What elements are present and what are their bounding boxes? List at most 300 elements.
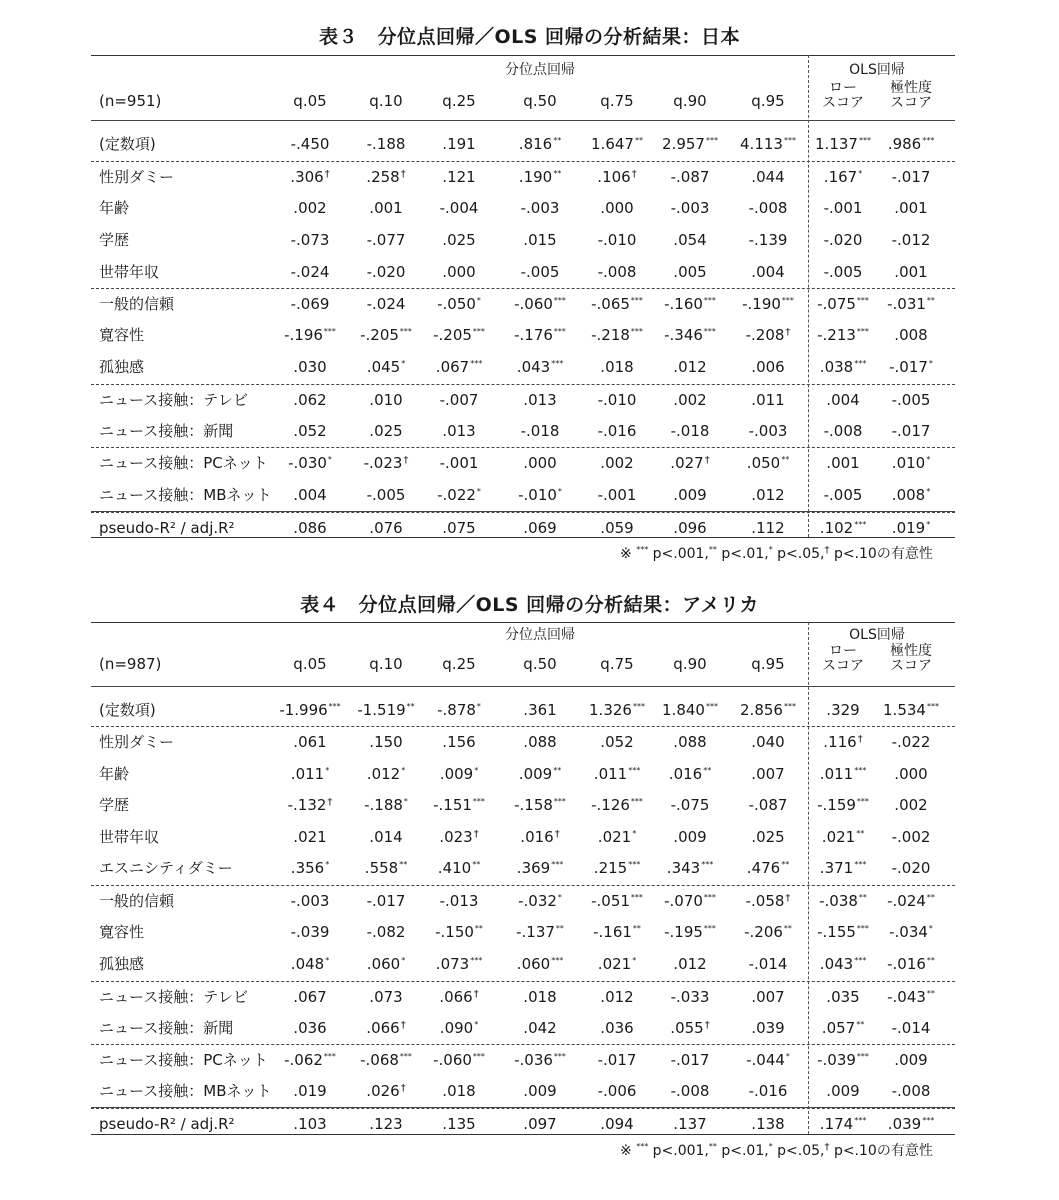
row-label: 年齢 xyxy=(99,765,130,783)
table-cell xyxy=(275,170,345,185)
table-cell xyxy=(275,265,345,280)
cell-value: -.176 xyxy=(514,326,553,344)
group-separator xyxy=(91,885,955,886)
cell-value: .000 xyxy=(523,454,557,472)
significance-mark: *** xyxy=(472,1052,485,1061)
table-cell xyxy=(655,990,725,1005)
table-cell xyxy=(275,488,345,503)
table-cell xyxy=(655,1053,725,1068)
group-separator xyxy=(91,288,955,289)
cell-value: -.218 xyxy=(591,326,630,344)
cell-value: .135 xyxy=(442,1115,476,1133)
ols-column-header xyxy=(890,81,932,111)
table-cell xyxy=(582,328,652,343)
significance-mark: † xyxy=(857,734,863,745)
table-cell xyxy=(808,798,878,813)
table-cell xyxy=(655,1021,725,1036)
cell-value: .043 xyxy=(819,955,854,973)
significance-mark: ** xyxy=(926,296,935,305)
cell-value: -.062 xyxy=(284,1051,323,1069)
significance-mark: *** xyxy=(705,136,718,145)
table-cell xyxy=(876,456,946,471)
table-cell xyxy=(655,424,725,439)
table-cell xyxy=(876,265,946,280)
cell-value: .097 xyxy=(523,1115,557,1133)
significance-mark: *** xyxy=(399,327,412,336)
cell-value: .001 xyxy=(826,454,860,472)
cell-value: -.008 xyxy=(823,422,863,440)
significance-mark: ** xyxy=(406,702,415,711)
table-cell xyxy=(351,521,421,536)
cell-value: .476 xyxy=(746,859,781,877)
cell-value: -.008 xyxy=(891,1082,931,1100)
cell-value: -.878 xyxy=(437,701,476,719)
cell-value: .106 xyxy=(597,168,631,186)
significance-mark: ** xyxy=(474,924,483,933)
column-header: q.75 xyxy=(600,655,634,673)
significance-mark: † xyxy=(324,169,330,180)
significance-mark: *** xyxy=(703,924,716,933)
table-cell xyxy=(582,201,652,216)
table-cell xyxy=(424,861,494,876)
significance-mark: *** xyxy=(856,924,869,933)
note-text: p<.05, xyxy=(777,546,825,562)
note-symbol: † xyxy=(824,545,830,556)
cell-value: -.024 xyxy=(366,295,406,313)
table-cell xyxy=(808,990,878,1005)
table-cell xyxy=(876,703,946,718)
cell-value: .329 xyxy=(826,701,860,719)
table-cell xyxy=(275,456,345,471)
cell-value: -.016 xyxy=(887,955,926,973)
significance-mark: * xyxy=(403,797,408,806)
significance-mark: † xyxy=(400,169,406,180)
cell-value: -.450 xyxy=(290,135,330,153)
table-cell xyxy=(876,798,946,813)
table-cell xyxy=(808,957,878,972)
cell-value: -.038 xyxy=(819,892,858,910)
cell-value: .059 xyxy=(600,519,634,537)
note-text: p<.01, xyxy=(721,546,769,562)
table-cell xyxy=(733,393,803,408)
significance-mark: * xyxy=(926,487,931,496)
cell-value: .191 xyxy=(442,135,476,153)
table-cell xyxy=(582,393,652,408)
cell-value: .062 xyxy=(293,391,327,409)
cell-value: -.346 xyxy=(664,326,703,344)
cell-value: .067 xyxy=(435,358,470,376)
table-cell xyxy=(655,830,725,845)
cell-value: .018 xyxy=(523,988,557,1006)
table-cell xyxy=(351,957,421,972)
significance-mark: *** xyxy=(553,797,566,806)
cell-value: .073 xyxy=(369,988,403,1006)
note-symbol: * xyxy=(768,545,773,554)
cell-value: .088 xyxy=(523,733,557,751)
ols-header-line: スコア xyxy=(822,658,864,674)
cell-value: -.043 xyxy=(887,988,926,1006)
table-cell xyxy=(351,233,421,248)
cell-value: .010 xyxy=(369,391,403,409)
table-cell xyxy=(582,424,652,439)
note-symbol: ** xyxy=(708,545,717,554)
note-text: p<.10の有意性 xyxy=(833,546,933,562)
cell-value: .001 xyxy=(894,199,928,217)
cell-value: 4.113 xyxy=(740,135,783,153)
row-label: ニュース接触：テレビ xyxy=(99,391,248,409)
ols-divider xyxy=(808,55,809,537)
cell-value: -.082 xyxy=(366,923,406,941)
cell-value: -.008 xyxy=(597,263,637,281)
table-cell xyxy=(505,990,575,1005)
cell-value: .073 xyxy=(435,955,470,973)
table-cell xyxy=(655,957,725,972)
table-cell xyxy=(505,861,575,876)
table-cell xyxy=(876,393,946,408)
table-cell xyxy=(505,424,575,439)
cell-value: .009 xyxy=(894,1051,928,1069)
significance-mark: ** xyxy=(634,136,643,145)
significance-mark: * xyxy=(325,766,330,775)
table-cell xyxy=(275,830,345,845)
cell-value: -.036 xyxy=(514,1051,553,1069)
cell-value: -.005 xyxy=(823,263,863,281)
significance-mark: *** xyxy=(470,956,483,965)
table-cell xyxy=(505,894,575,909)
table-cell xyxy=(351,137,421,152)
table-cell xyxy=(733,297,803,312)
cell-value: -.033 xyxy=(670,988,710,1006)
cell-value: -.077 xyxy=(366,231,406,249)
cell-value: -.014 xyxy=(748,955,788,973)
table-cell xyxy=(733,767,803,782)
significance-mark: *** xyxy=(926,702,939,711)
table-cell xyxy=(655,767,725,782)
significance-mark: *** xyxy=(783,702,796,711)
table-cell xyxy=(505,521,575,536)
cell-value: -.060 xyxy=(433,1051,472,1069)
table-cell xyxy=(505,488,575,503)
cell-value: .005 xyxy=(673,263,707,281)
table-cell xyxy=(505,830,575,845)
cell-value: .000 xyxy=(600,199,634,217)
group-separator xyxy=(91,384,955,385)
significance-mark: ** xyxy=(858,893,867,902)
table-cell xyxy=(505,957,575,972)
cell-value: .156 xyxy=(442,733,476,751)
significance-mark: * xyxy=(476,487,481,496)
cell-value: -.010 xyxy=(597,231,637,249)
note-mark: ※ xyxy=(620,1143,632,1159)
cell-value: -.137 xyxy=(516,923,555,941)
cell-value: .036 xyxy=(293,1019,327,1037)
note-text: p<.001, xyxy=(652,546,709,562)
cell-value: .006 xyxy=(751,358,785,376)
cell-value: .042 xyxy=(523,1019,557,1037)
significance-mark: *** xyxy=(922,136,935,145)
cell-value: .036 xyxy=(600,1019,634,1037)
cell-value: -.213 xyxy=(817,326,856,344)
table-cell xyxy=(424,1084,494,1099)
cell-value: .045 xyxy=(366,358,401,376)
table-cell xyxy=(582,297,652,312)
column-header: q.50 xyxy=(523,655,557,673)
significance-mark: * xyxy=(325,956,330,965)
significance-mark: *** xyxy=(551,956,564,965)
cell-value: -.070 xyxy=(664,892,703,910)
cell-value: .011 xyxy=(290,765,325,783)
cell-value: .011 xyxy=(593,765,628,783)
table-cell xyxy=(655,360,725,375)
cell-value: .060 xyxy=(516,955,551,973)
cell-value: -.010 xyxy=(518,486,557,504)
cell-value: .558 xyxy=(364,859,399,877)
table-cell xyxy=(424,170,494,185)
row-label: (定数項) xyxy=(99,135,156,153)
cell-value: .009 xyxy=(826,1082,860,1100)
significance-mark: ** xyxy=(781,860,790,869)
cell-value: .356 xyxy=(290,859,325,877)
cell-value: .137 xyxy=(673,1115,707,1133)
cell-value: 1.137 xyxy=(815,135,858,153)
significance-mark: *** xyxy=(703,893,716,902)
table-cell xyxy=(876,894,946,909)
significance-mark: *** xyxy=(856,1052,869,1061)
significance-mark: *** xyxy=(553,296,566,305)
cell-value: -.010 xyxy=(597,391,637,409)
cell-value: .048 xyxy=(290,955,325,973)
row-label: 一般的信頼 xyxy=(99,295,175,313)
table-cell xyxy=(876,521,946,536)
cell-value: .023 xyxy=(439,828,473,846)
significance-mark: *** xyxy=(854,1116,867,1125)
significance-mark: *** xyxy=(854,860,867,869)
table-cell xyxy=(424,1021,494,1036)
significance-mark: *** xyxy=(856,797,869,806)
table-cell xyxy=(275,990,345,1005)
table-cell xyxy=(505,328,575,343)
cell-value: .018 xyxy=(442,1082,476,1100)
cell-value: -.008 xyxy=(670,1082,710,1100)
significance-mark: *** xyxy=(472,797,485,806)
table-cell xyxy=(505,798,575,813)
table-cell xyxy=(655,1084,725,1099)
ols-column-header xyxy=(822,81,864,111)
table-cell xyxy=(351,265,421,280)
significance-mark: ** xyxy=(632,924,641,933)
cell-value: -.051 xyxy=(591,892,630,910)
note-symbol: *** xyxy=(636,1142,649,1151)
header-rule xyxy=(91,686,955,687)
significance-mark: *** xyxy=(922,1116,935,1125)
cell-value: .019 xyxy=(891,519,926,537)
significance-mark: *** xyxy=(630,893,643,902)
cell-value: .035 xyxy=(826,988,860,1006)
table-cell xyxy=(275,1021,345,1036)
table-cell xyxy=(733,798,803,813)
table-cell xyxy=(582,521,652,536)
table-cell xyxy=(582,1084,652,1099)
cell-value: .112 xyxy=(751,519,785,537)
cell-value: 2.856 xyxy=(740,701,783,719)
table-cell xyxy=(275,894,345,909)
table-cell xyxy=(505,233,575,248)
table-cell xyxy=(808,1117,878,1132)
cell-value: -.205 xyxy=(360,326,399,344)
row-label: ニュース接触：新聞 xyxy=(99,1019,234,1037)
cell-value: -.155 xyxy=(817,923,856,941)
cell-value: .012 xyxy=(751,486,785,504)
column-header: q.95 xyxy=(751,92,785,110)
table-cell xyxy=(351,703,421,718)
column-header: q.95 xyxy=(751,655,785,673)
note-symbol: *** xyxy=(636,545,649,554)
column-header: q.05 xyxy=(293,92,327,110)
table-cell xyxy=(808,424,878,439)
cell-value: -.151 xyxy=(433,796,472,814)
cell-value: -.005 xyxy=(366,486,406,504)
table-cell xyxy=(808,328,878,343)
note-symbol: * xyxy=(768,1142,773,1151)
significance-mark: ** xyxy=(472,860,481,869)
table-cell xyxy=(733,424,803,439)
cell-value: .016 xyxy=(520,828,554,846)
cell-value: .150 xyxy=(369,733,403,751)
row-label: 学歴 xyxy=(99,231,130,249)
table-cell xyxy=(876,1021,946,1036)
row-label: ニュース接触：PCネット xyxy=(99,454,268,472)
table-cell xyxy=(808,1084,878,1099)
table-cell xyxy=(808,393,878,408)
group-separator xyxy=(91,1044,955,1045)
table-cell xyxy=(655,265,725,280)
cell-value: .076 xyxy=(369,519,403,537)
row-label: 寛容性 xyxy=(99,326,145,344)
quantile-group-header: 分位点回帰 xyxy=(505,62,575,78)
row-label: (定数項) xyxy=(99,701,156,719)
table-cell xyxy=(505,393,575,408)
table-cell xyxy=(424,521,494,536)
significance-mark: ** xyxy=(783,924,792,933)
table-cell xyxy=(275,393,345,408)
cell-value: -.002 xyxy=(891,828,931,846)
cell-value: .002 xyxy=(673,391,707,409)
cell-value: .013 xyxy=(523,391,557,409)
ols-header-line: 極性度 xyxy=(890,80,932,96)
cell-value: -1.996 xyxy=(279,701,328,719)
cell-value: .009 xyxy=(523,1082,557,1100)
cell-value: .371 xyxy=(819,859,854,877)
cell-value: .004 xyxy=(751,263,785,281)
cell-value: -.030 xyxy=(288,454,327,472)
significance-mark: ** xyxy=(553,169,562,178)
table-cell xyxy=(876,170,946,185)
table-cell xyxy=(275,424,345,439)
cell-value: .088 xyxy=(673,733,707,751)
table-cell xyxy=(655,735,725,750)
table-cell xyxy=(733,894,803,909)
significance-mark: * xyxy=(401,766,406,775)
table-cell xyxy=(876,488,946,503)
sample-size-label: (n=951) xyxy=(99,92,162,110)
pseudo-r2-rule xyxy=(91,1107,955,1108)
table-cell xyxy=(733,137,803,152)
table-cell xyxy=(655,456,725,471)
cell-value: -.020 xyxy=(366,263,406,281)
significance-mark: *** xyxy=(323,327,336,336)
cell-value: .102 xyxy=(819,519,854,537)
cell-value: -.150 xyxy=(435,923,474,941)
significance-mark: † xyxy=(785,327,791,338)
table-cell xyxy=(424,798,494,813)
significance-mark: ** xyxy=(856,1020,865,1029)
cell-value: -.001 xyxy=(439,454,479,472)
significance-mark: ** xyxy=(553,136,562,145)
table-cell xyxy=(808,456,878,471)
table-cell xyxy=(351,798,421,813)
significance-mark: ** xyxy=(926,893,935,902)
cell-value: -.012 xyxy=(891,231,931,249)
table-cell xyxy=(275,297,345,312)
table-top-rule xyxy=(91,622,955,623)
table-cell xyxy=(733,456,803,471)
significance-mark: *** xyxy=(854,766,867,775)
cell-value: .075 xyxy=(442,519,476,537)
table-cell xyxy=(424,830,494,845)
table-cell xyxy=(808,735,878,750)
cell-value: .816 xyxy=(518,135,553,153)
table-cell xyxy=(876,861,946,876)
table-cell xyxy=(351,360,421,375)
row-label: 性別ダミー xyxy=(99,168,175,186)
table-cell xyxy=(582,990,652,1005)
ols-header-line: スコア xyxy=(890,95,932,111)
table-cell xyxy=(424,957,494,972)
table-cell xyxy=(351,297,421,312)
cell-value: -.034 xyxy=(889,923,928,941)
table-cell xyxy=(733,1084,803,1099)
significance-mark: ** xyxy=(399,860,408,869)
column-header: q.25 xyxy=(442,92,476,110)
cell-value: .055 xyxy=(670,1019,704,1037)
cell-value: -.017 xyxy=(891,168,931,186)
row-label: 世帯年収 xyxy=(99,263,160,281)
significance-mark: *** xyxy=(854,956,867,965)
table-cell xyxy=(351,861,421,876)
column-header: q.10 xyxy=(369,92,403,110)
table-cell xyxy=(505,170,575,185)
ols-group-header: OLS回帰 xyxy=(849,627,905,643)
row-label: ニュース接触：MBネット xyxy=(99,486,272,504)
table-cell xyxy=(275,861,345,876)
cell-value: -.139 xyxy=(748,231,788,249)
table-caption: 表３ 分位点回帰／OLS 回帰の分析結果：日本 xyxy=(318,26,741,48)
cell-value: .021 xyxy=(597,955,632,973)
table-cell xyxy=(733,360,803,375)
table-cell xyxy=(351,1117,421,1132)
cell-value: .011 xyxy=(751,391,785,409)
table-cell xyxy=(505,925,575,940)
table-cell xyxy=(808,521,878,536)
table-cell xyxy=(582,767,652,782)
cell-value: -.208 xyxy=(745,326,785,344)
table-cell xyxy=(808,488,878,503)
cell-value: -.188 xyxy=(364,796,403,814)
table-cell xyxy=(733,957,803,972)
table-cell xyxy=(424,703,494,718)
table-cell xyxy=(808,830,878,845)
table-cell xyxy=(351,1053,421,1068)
